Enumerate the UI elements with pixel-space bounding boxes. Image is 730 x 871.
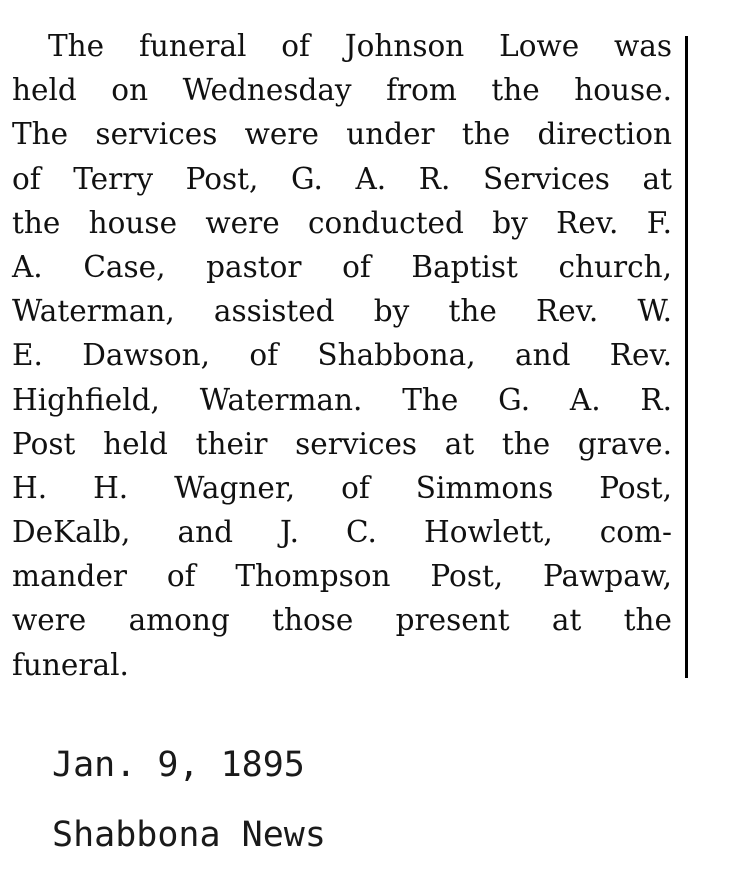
article-line: mander of Thompson Post, Pawpaw, <box>12 559 672 594</box>
article-line: Waterman, assisted by the Rev. W. <box>12 294 672 329</box>
source-caption: Shabbona News <box>52 815 326 855</box>
article-text <box>12 24 672 687</box>
article-line: The services were under the direction <box>12 117 672 152</box>
article-line: funeral. <box>12 647 129 682</box>
column-rule <box>685 36 688 678</box>
article-line: E. Dawson, of Shabbona, and Rev. <box>12 338 672 373</box>
article-line: Post held their services at the grave. <box>12 426 672 461</box>
article-line: H. H. Wagner, of Simmons Post, <box>12 470 672 505</box>
article-line: A. Case, pastor of Baptist church, <box>12 249 672 284</box>
article-line: held on Wednesday from the house. <box>12 73 672 108</box>
article-line: of Terry Post, G. A. R. Services at <box>12 161 672 196</box>
date-caption: Jan. 9, 1895 <box>52 745 305 785</box>
article-line: The funeral of Johnson Lowe was <box>48 29 672 63</box>
article-line: Highfield, Waterman. The G. A. R. <box>12 382 672 417</box>
article-line: were among those present at the <box>12 603 672 638</box>
article-line: the house were conducted by Rev. F. <box>12 205 672 240</box>
article-line: DeKalb, and J. C. Howlett, com- <box>12 515 672 550</box>
